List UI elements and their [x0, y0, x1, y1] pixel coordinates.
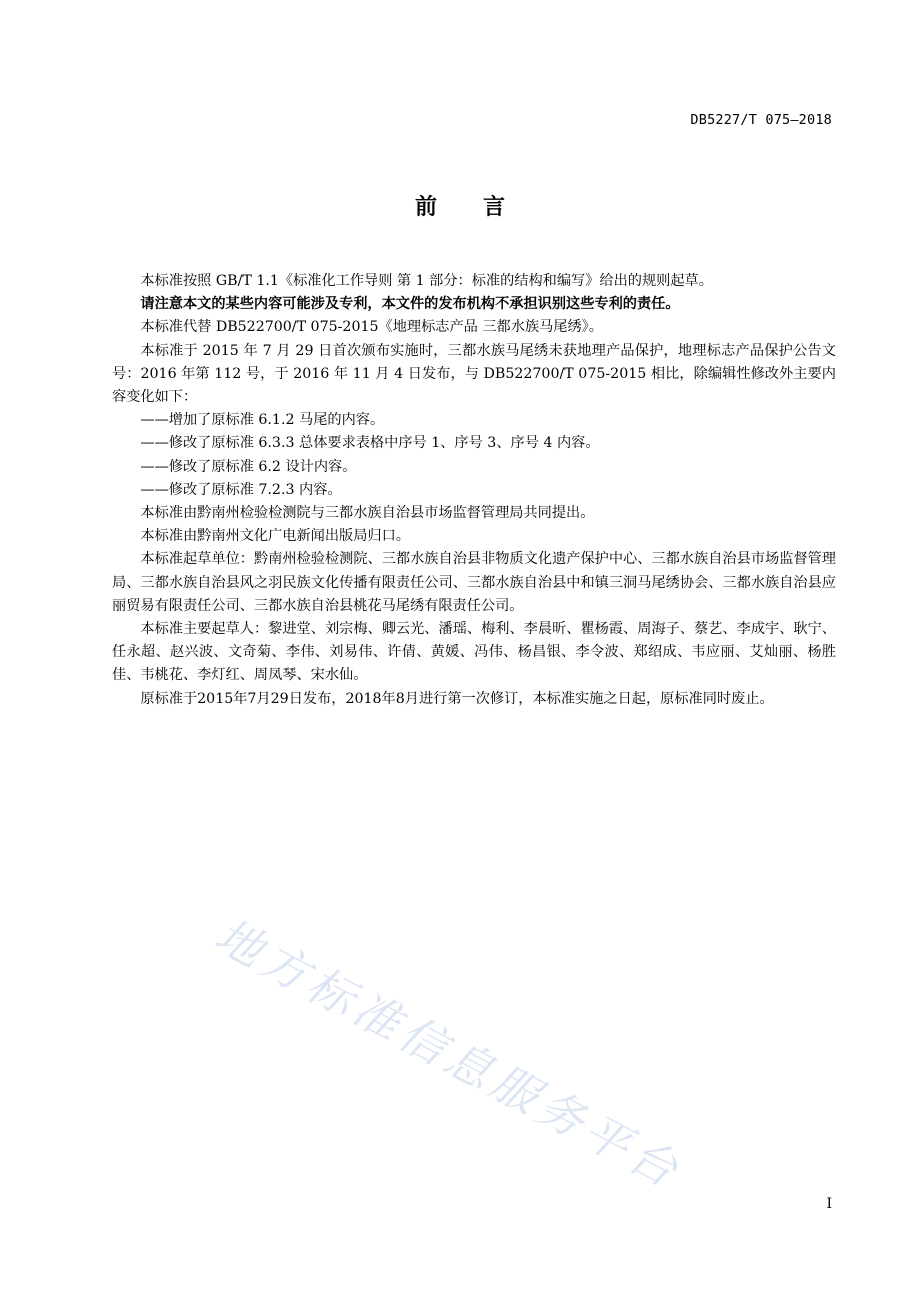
change-item: ——修改了原标准 6.3.3 总体要求表格中序号 1、序号 3、序号 4 内容。 — [140, 435, 600, 452]
paragraph-drafting-units: 本标准起草单位：黔南州检验检测院、三都水族自治县非物质文化遗产保护中心、三都水族自治县市场监督管理局、三都水族自治县风之羽民族文化传播有限责任公司、三都水族自治县中和镇三洞马尾绣协会、三都水族自治县应丽贸易有限责任公司、三都水族自治县桃花马尾绣有限责任公司。 — [112, 551, 836, 614]
paragraph-changes-intro: 本标准于 2015 年 7 月 29 日首次颁布实施时，三都水族马尾绣未获地理产品保护，地理标志产品保护公告文号：2016 年第 112 号，于 2016 年 11 月 4 日发布，与 DB522700/T 075-2015 相比，除编辑性修改外主要内容变化如下： — [112, 342, 836, 406]
paragraph-drafters: 本标准主要起草人：黎进堂、刘宗梅、卿云光、潘瑶、梅利、李晨昕、瞿杨霞、周海子、蔡艺、李成宇、耿宁、任永超、赵兴波、文奇菊、李伟、刘易伟、许倩、黄媛、冯伟、杨昌银、李令波、郑绍成、韦应丽、艾灿丽、杨胜佳、韦桃花、李灯红、周凤琴、宋水仙。 — [112, 621, 836, 684]
foreword-body — [112, 270, 836, 711]
document-code: DB5227/T 075—2018 — [690, 112, 832, 128]
paragraph-drafting-rules: 本标准按照 GB/T 1.1《标准化工作导则 第 1 部分：标准的结构和编写》给出的规则起草。 — [140, 273, 713, 289]
paragraph-revision-note: 原标准于2015年7月29日发布，2018年8月进行第一次修订，本标准实施之日起，原标准同时废止。 — [140, 690, 774, 707]
paragraph-proposed-by: 本标准由黔南州检验检测院与三都水族自治县市场监督管理局共同提出。 — [140, 505, 595, 522]
watermark: 地方标准信息服务平台 — [206, 907, 691, 1200]
page-title: 前言 — [414, 195, 551, 220]
paragraph-replaces: 本标准代替 DB522700/T 075-2015《地理标志产品 三都水族马尾绣》。 — [140, 319, 603, 336]
paragraph-administered-by: 本标准由黔南州文化广电新闻出版局归口。 — [140, 528, 410, 545]
change-item: ——增加了原标准 6.1.2 马尾的内容。 — [140, 412, 385, 429]
page-number: I — [826, 1196, 832, 1212]
paragraph-patent-notice: 请注意本文的某些内容可能涉及专利，本文件的发布机构不承担识别这些专利的责任。 — [140, 296, 680, 313]
change-item: ——修改了原标准 6.2 设计内容。 — [140, 458, 357, 475]
change-item: ——修改了原标准 7.2.3 内容。 — [140, 481, 342, 498]
